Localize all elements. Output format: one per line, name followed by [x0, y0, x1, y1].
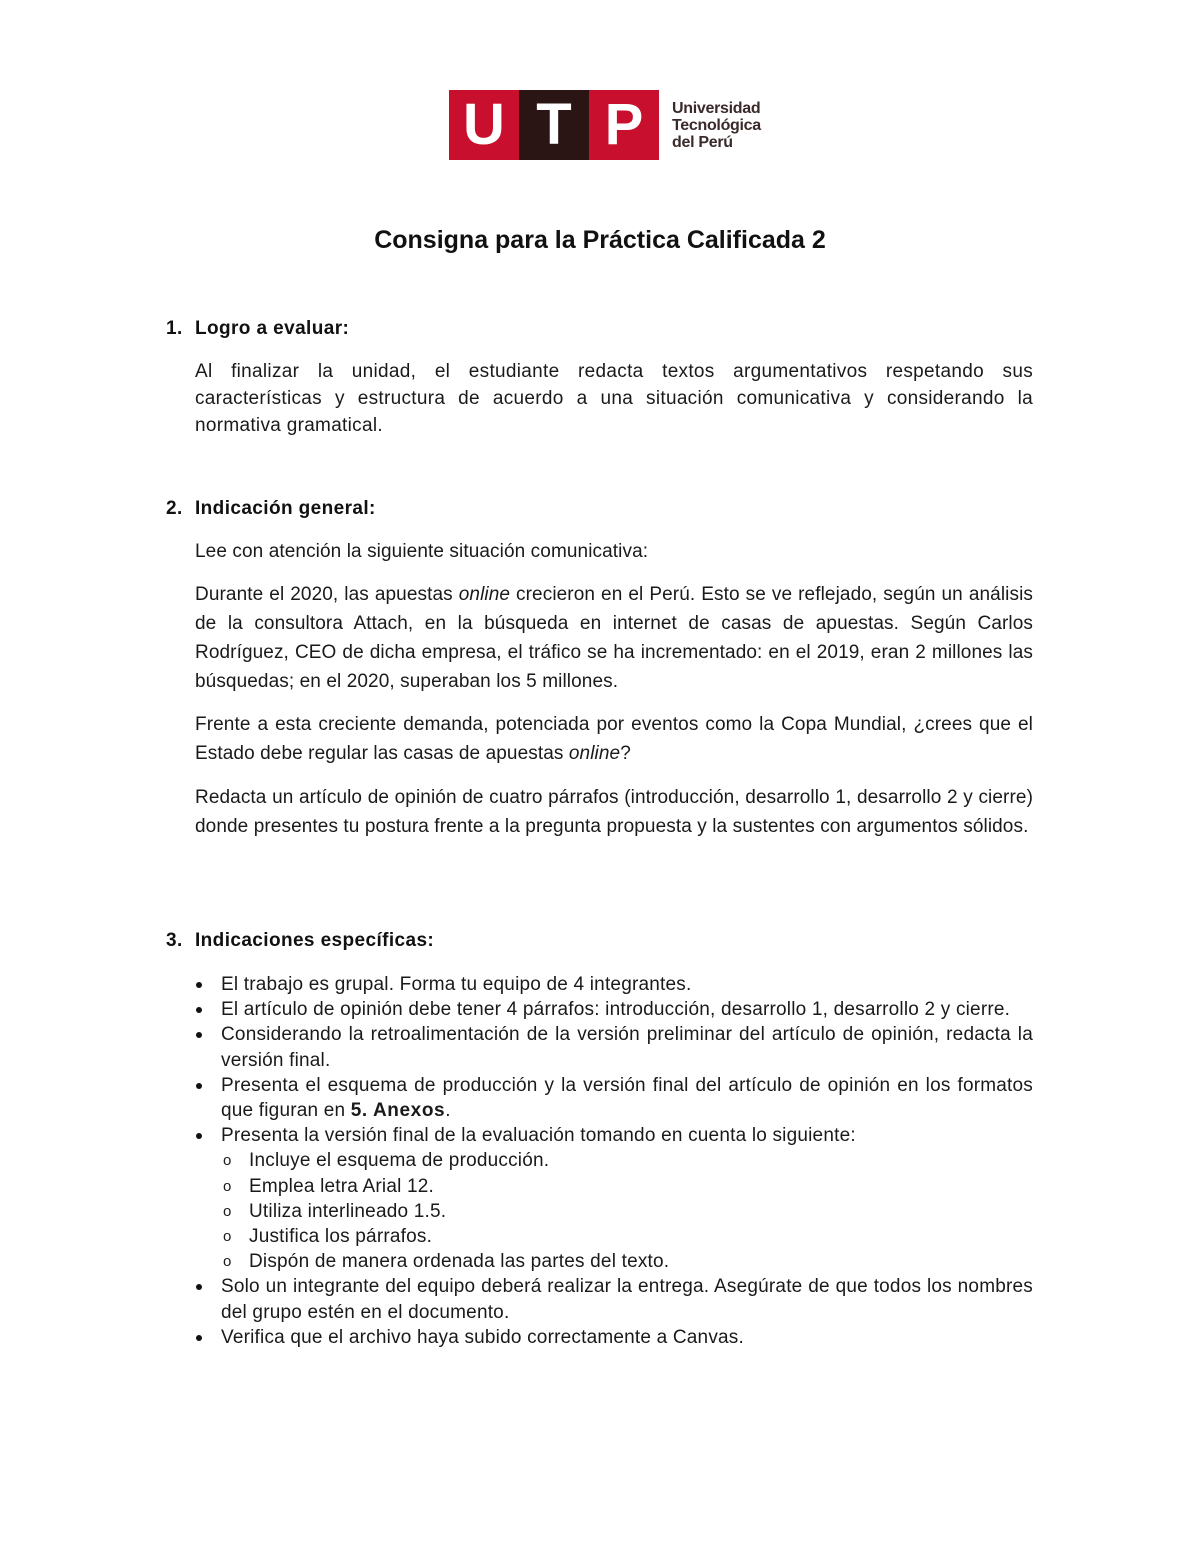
section-2-heading — [166, 498, 376, 520]
section-1-heading — [166, 318, 349, 340]
list-item-text: Presenta la versión final de la evaluación tomando en cuenta lo siguiente: — [221, 1125, 856, 1147]
sublist-item-text: Utiliza interlineado 1.5. — [249, 1200, 447, 1222]
list-item — [195, 1325, 1033, 1350]
paragraph-1-text-a: Durante el 2020, las apuestas — [195, 584, 459, 605]
logo-letter-t: T — [519, 90, 589, 160]
utp-logo — [449, 90, 761, 160]
section-3-heading — [166, 930, 434, 952]
list-item-text-end: . — [445, 1100, 451, 1122]
logo-name-line-1: Universidad — [672, 99, 761, 117]
list-item-text: El artículo de opinión debe tener 4 párrafos: introducción, desarrollo 1, desarrollo 2 y cierre. — [221, 999, 1011, 1021]
list-item — [195, 997, 1033, 1022]
circle-bullet-icon: o — [223, 1177, 232, 1195]
sublist-item — [221, 1224, 1033, 1249]
section-2-title: Indicación general: — [195, 498, 376, 519]
section-2-intro: Lee con atención la siguiente situación comunicativa: — [195, 541, 649, 562]
paragraph-1-text-b: crecieron en el Perú. Esto se ve reflejado, según un análisis de la consultora Attach, en la búsqueda en internet de casas de apuestas. Según Carlos Rodríguez, CEO de dicha empresa, el tráfico se ha incrementado: en el 2019, eran 2 millones las búsquedas; en el 2020, superaban los 5 millones. — [195, 584, 1033, 692]
circle-bullet-icon: o — [223, 1152, 232, 1170]
list-item — [195, 1073, 1033, 1123]
section-1-title: Logro a evaluar: — [195, 318, 350, 339]
document-title: Consigna para la Práctica Calificada 2 — [374, 226, 826, 254]
list-item-text: Considerando la retroalimentación de la versión preliminar del artículo de opinión, redacta la versión final. — [221, 1024, 1033, 1071]
sublist-item — [221, 1249, 1033, 1274]
paragraph-2-italic: online — [568, 743, 621, 764]
list-item — [195, 1123, 1033, 1274]
sublist-item — [221, 1199, 1033, 1224]
sublist-item — [221, 1148, 1033, 1173]
logo-letter-p: P — [589, 90, 659, 160]
sublist-item-text: Emplea letra Arial 12. — [249, 1175, 434, 1197]
sublist-item-text: Justifica los párrafos. — [249, 1226, 433, 1248]
section-2-paragraph-1 — [195, 580, 1033, 696]
sublist-item-text: Dispón de manera ordenada las partes del texto. — [249, 1251, 670, 1273]
list-item-text: Presenta el esquema de producción y la versión final del artículo de opinión en los formatos que figuran en — [221, 1074, 1033, 1122]
specific-instructions-list — [195, 972, 1033, 1350]
circle-bullet-icon: o — [223, 1253, 232, 1271]
logo-university-name — [672, 90, 761, 160]
sublist-item-text: Incluye el esquema de producción. — [249, 1150, 550, 1172]
section-3-title: Indicaciones específicas: — [195, 930, 435, 951]
logo-name-line-3: del Perú — [672, 133, 733, 151]
logo-letter-u: U — [449, 90, 519, 160]
format-sublist — [221, 1148, 1033, 1274]
annex-reference: 5. Anexos — [350, 1100, 446, 1122]
section-2-paragraph-3: Redacta un artículo de opinión de cuatro párrafos (introducción, desarrollo 1, desarrollo 2 y cierre) donde presentes tu postura frente a la pregunta propuesta y la sustentes con argumentos sólidos. — [195, 787, 1033, 837]
circle-bullet-icon: o — [223, 1202, 232, 1220]
list-item-text: Verifica que el archivo haya subido correctamente a Canvas. — [221, 1326, 744, 1348]
paragraph-1-italic: online — [458, 584, 511, 605]
section-1-text: Al finalizar la unidad, el estudiante redacta textos argumentativos respetando sus características y estructura de acuerdo a una situación comunicativa y considerando la normativa gramatical. — [195, 361, 1033, 436]
list-item-text: El trabajo es grupal. Forma tu equipo de 4 integrantes. — [221, 974, 692, 995]
section-1-number: 1. — [166, 318, 183, 339]
paragraph-2-text-a: Frente a esta creciente demanda, potenciada por eventos como la Copa Mundial, ¿crees que el Estado debe regular las casas de apuestas — [195, 714, 1033, 764]
section-2-number: 2. — [166, 498, 183, 519]
list-item — [195, 1274, 1033, 1324]
paragraph-2-text-b: ? — [620, 743, 631, 764]
section-2-paragraph-2 — [195, 710, 1033, 768]
logo-name-line-2: Tecnológica — [672, 116, 761, 134]
list-item — [195, 972, 1033, 997]
section-3-number: 3. — [166, 930, 183, 951]
sublist-item — [221, 1174, 1033, 1199]
circle-bullet-icon: o — [223, 1228, 232, 1246]
list-item — [195, 1022, 1033, 1072]
list-item-text: Solo un integrante del equipo deberá realizar la entrega. Asegúrate de que todos los nombres del grupo estén en el documento. — [221, 1276, 1033, 1323]
